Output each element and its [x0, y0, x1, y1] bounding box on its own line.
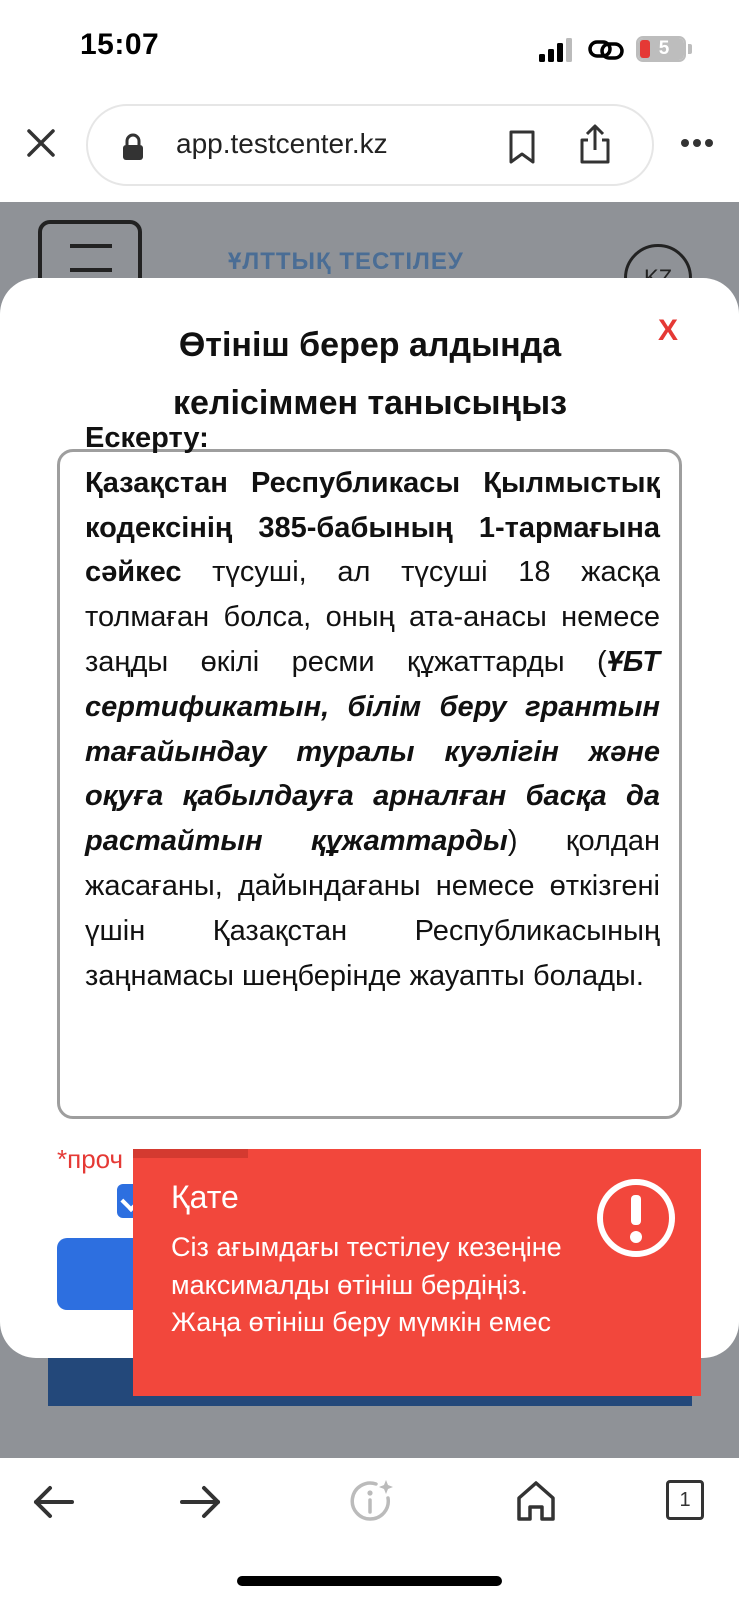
- battery-icon: [636, 36, 686, 62]
- site-title: ҰЛТТЫҚ ТЕСТІЛЕУ: [228, 248, 464, 275]
- home-indicator: [237, 1576, 502, 1586]
- bookmark-icon[interactable]: [508, 130, 536, 164]
- status-time: 15:07: [80, 28, 160, 61]
- modal-title: [60, 316, 680, 432]
- toast-progress-bar: [133, 1149, 248, 1158]
- modal-title-line2: келісіммен танысыңыз: [172, 384, 568, 422]
- info-icon[interactable]: [348, 1478, 394, 1524]
- terms-scroll-box[interactable]: [57, 422, 682, 1119]
- battery-fill: [640, 40, 650, 58]
- toast-message: Сіз ағымдағы тестілеу кезеңіне максималды өтініш бердіңіз. Жаңа өтініш беру мүмкін емес: [171, 1232, 562, 1337]
- terms-text: [85, 416, 660, 998]
- lock-icon: [122, 134, 144, 160]
- browser-toolbar: [0, 1458, 739, 1600]
- forward-arrow-icon[interactable]: [180, 1484, 222, 1520]
- terms-bold-part: Қазақстан Республикасы Қылмыстық кодексінің 385-бабының 1-тармағына сәйкес: [85, 466, 660, 589]
- close-icon[interactable]: [26, 128, 56, 158]
- terms-text-part1: түсуші, ал түсуші 18 жасқа толмаған болса, оның ата-анасы немесе заңды өкілі ресми құжаттарды (: [85, 556, 660, 678]
- error-toast[interactable]: [133, 1149, 701, 1396]
- terms-bold-italic-part: ҰБТ сертификатын, білім беру грантын тағайындау туралы куәлігін және оқуға қабылдауға арналған басқа да растайтын құжаттарды: [85, 645, 660, 858]
- exclamation-icon: [595, 1177, 677, 1259]
- home-icon[interactable]: [516, 1480, 556, 1522]
- tabs-icon[interactable]: 1: [666, 1480, 704, 1520]
- status-bar: [0, 0, 739, 100]
- share-icon[interactable]: [578, 124, 612, 164]
- signal-icon: [539, 38, 575, 62]
- browser-bar: [0, 100, 739, 202]
- battery-cap: [688, 44, 692, 54]
- back-arrow-icon[interactable]: [32, 1484, 74, 1520]
- more-icon[interactable]: [680, 138, 714, 148]
- link-icon: [588, 36, 624, 64]
- url-text[interactable]: app.testcenter.kz: [176, 128, 388, 159]
- terms-heading: Ескерту:: [85, 422, 209, 454]
- consent-label: *проч: [57, 1144, 124, 1174]
- modal-title-line1: Өтініш берер алдында: [178, 326, 562, 364]
- terms-text-part2: ) қолдан жасағаны, дайындағаны немесе өткізгені үшін Қазақстан Республикасының заңнамасы шеңберінде жауапты болады.: [85, 825, 660, 992]
- toast-title: Қате: [171, 1179, 239, 1215]
- address-bar[interactable]: [86, 104, 654, 186]
- battery-level: 5: [638, 38, 684, 60]
- modal-close-button[interactable]: X: [658, 314, 679, 347]
